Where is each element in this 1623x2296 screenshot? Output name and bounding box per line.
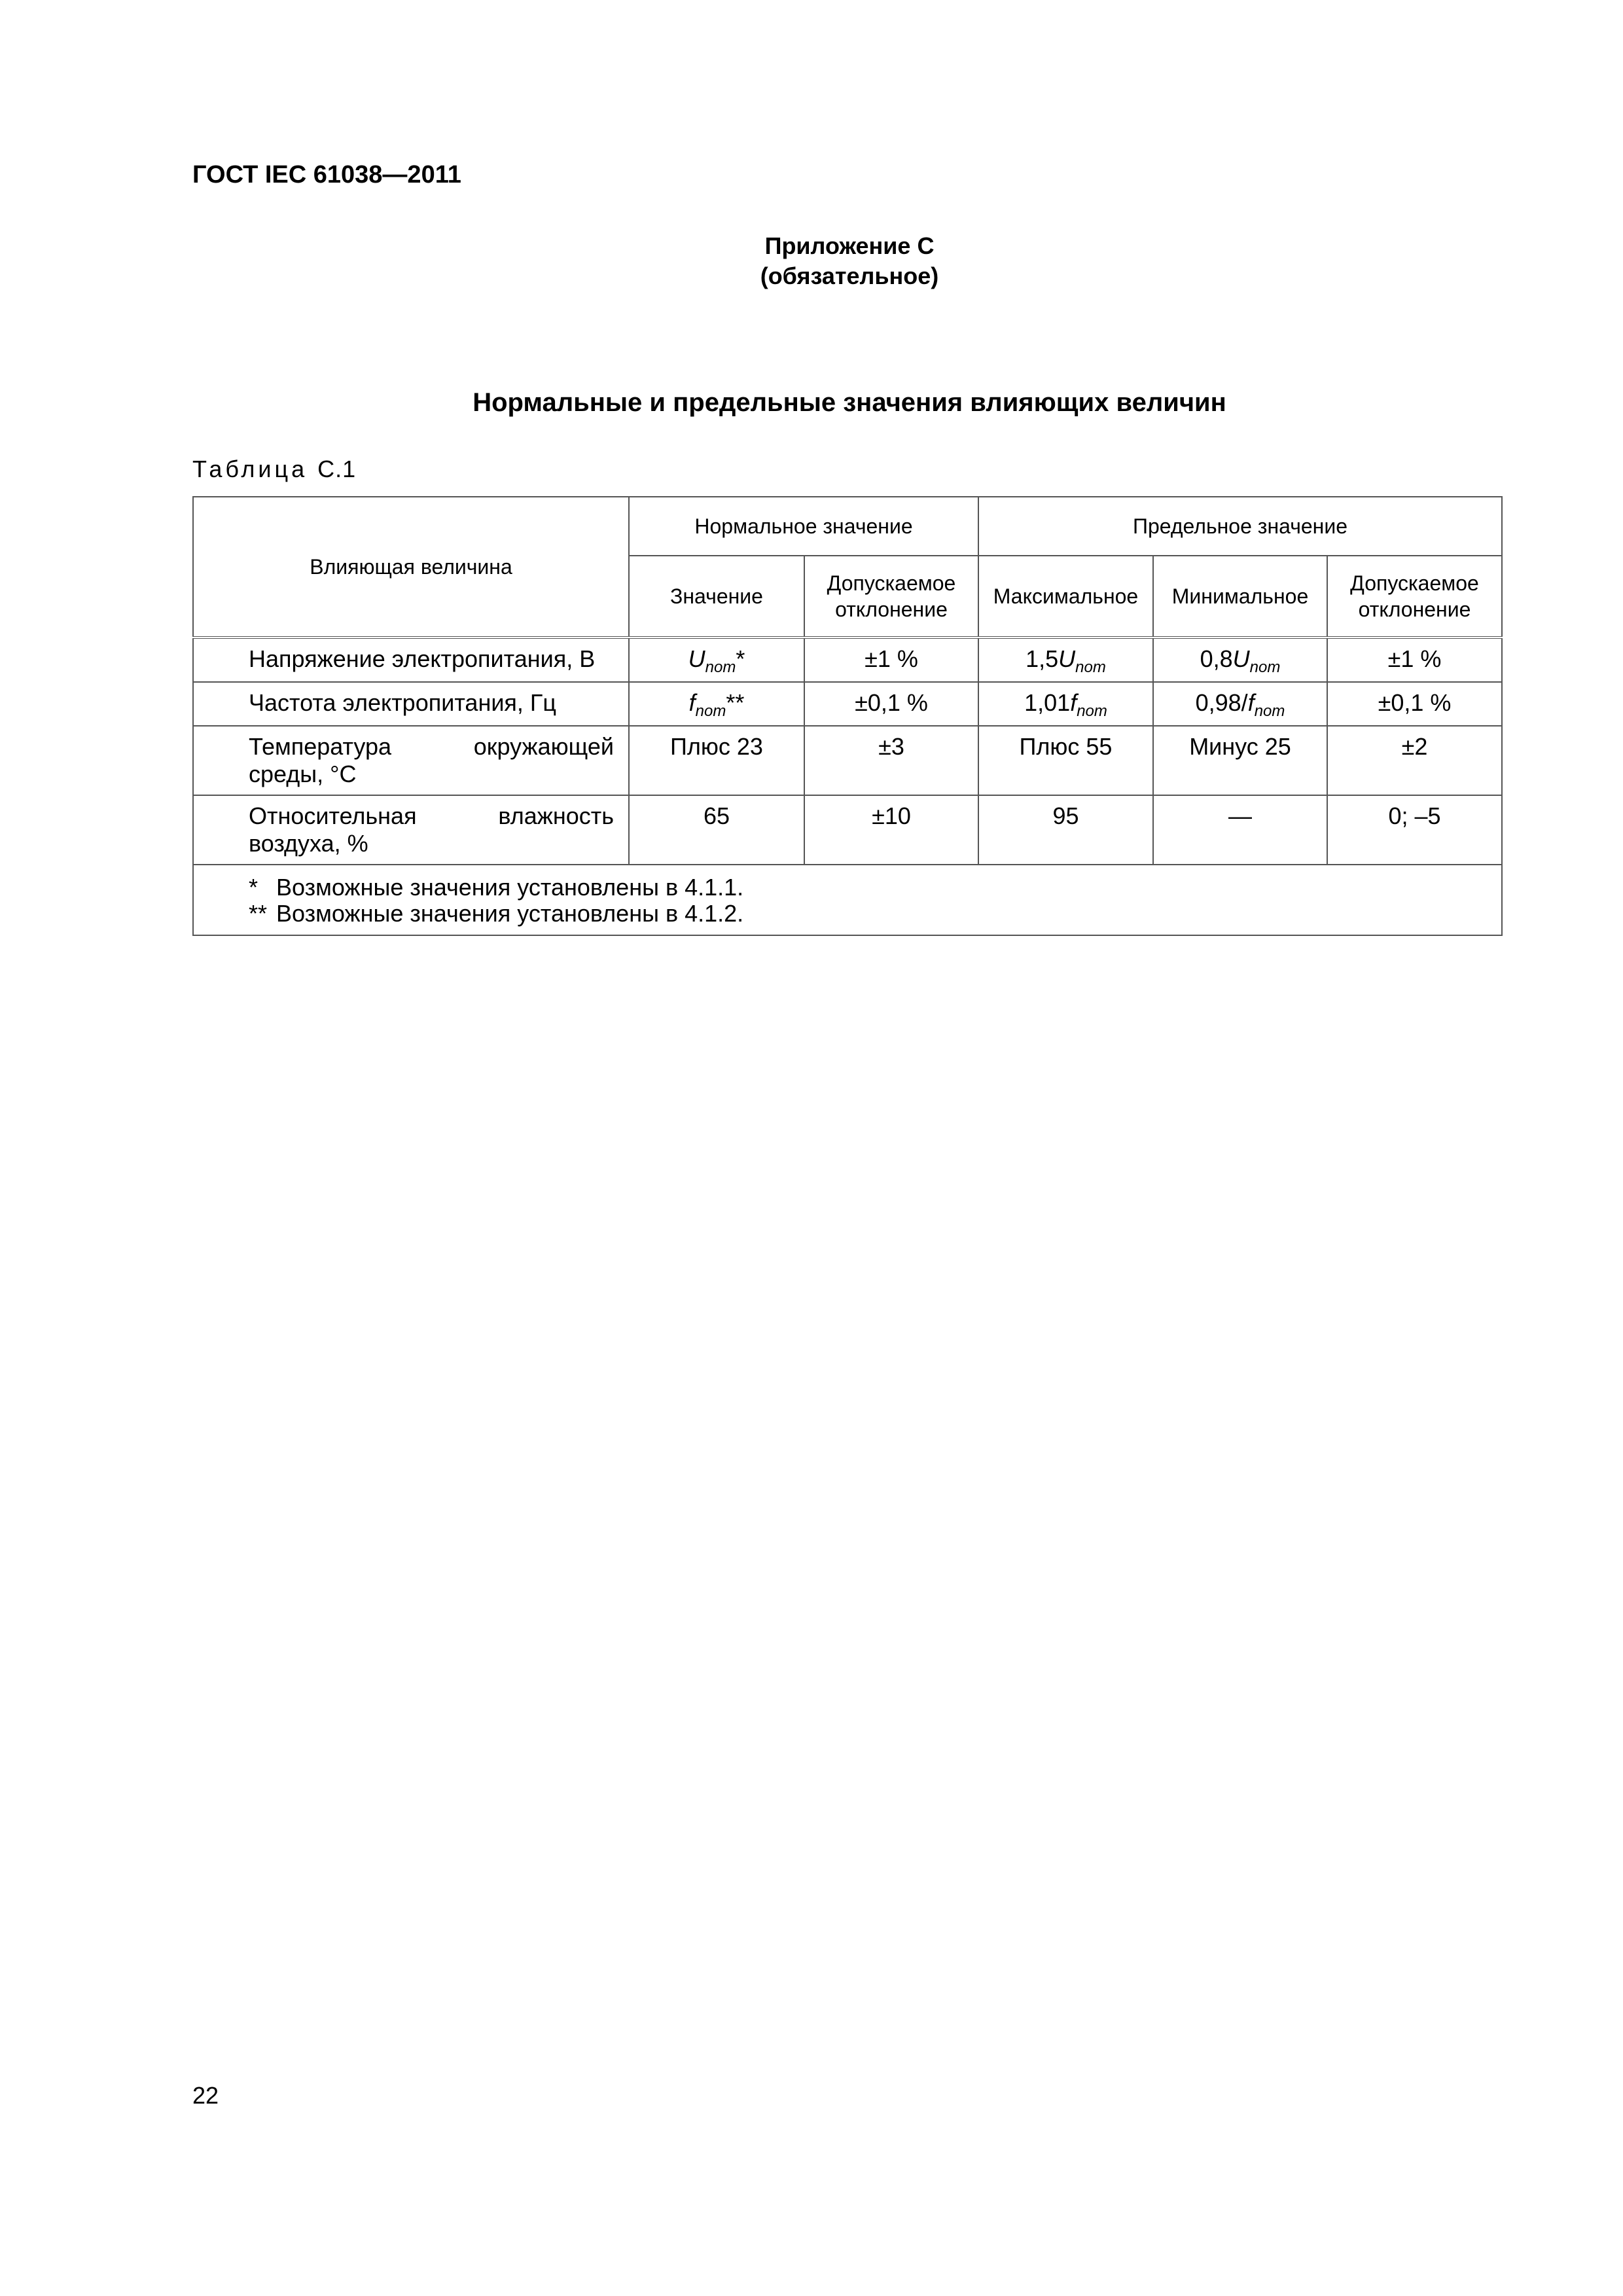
cell-limit-tolerance: ±0,1 % [1327, 682, 1502, 726]
header-minimum: Минимальное [1153, 556, 1327, 637]
cell-value: 65 [629, 795, 804, 865]
table-notes-row [193, 865, 1502, 935]
cell-limit-tolerance: ±1 % [1327, 637, 1502, 682]
header-influence: Влияющая величина [193, 497, 629, 637]
table-notes [193, 865, 1502, 935]
table-row [193, 795, 1502, 865]
cell-minimum: — [1153, 795, 1327, 865]
table-row [193, 637, 1502, 682]
cell-tolerance: ±0,1 % [804, 682, 978, 726]
table-row [193, 682, 1502, 726]
header-tolerance-limit: Допускаемое отклонение [1327, 556, 1502, 637]
header-normal-group: Нормальное значение [629, 497, 978, 556]
table-caption-number: С.1 [317, 456, 357, 482]
header-maximum: Максимальное [978, 556, 1153, 637]
page-number: 22 [192, 2082, 219, 2109]
cell-minimum: Минус 25 [1153, 726, 1327, 795]
section-title: Нормальные и предельные значения влияющих величин [473, 388, 1226, 417]
cell-maximum: $1,01f_{nom}$ [978, 682, 1153, 726]
table-header-row [193, 497, 1502, 556]
table-note: * Возможные значения установлены в 4.1.1. [249, 874, 744, 901]
cell-tolerance: ±1 % [804, 637, 978, 682]
appendix-title: Приложение С [764, 232, 935, 259]
cell-limit-tolerance: 0; –5 [1327, 795, 1502, 865]
cell-maximum: 95 [978, 795, 1153, 865]
cell-minimum: $0,98/f_{nom}$ [1153, 682, 1327, 726]
cell-value: $f_{nom}**$ [629, 682, 804, 726]
header-value: Значение [629, 556, 804, 637]
row-name: Относительная влажность воздуха, % [193, 795, 629, 865]
header-tolerance-normal: Допускаемое отклонение [804, 556, 978, 637]
table-row [193, 726, 1502, 795]
cell-minimum: $0,8U_{nom}$ [1153, 637, 1327, 682]
cell-tolerance: ±3 [804, 726, 978, 795]
document-code: ГОСТ IEC 61038—2011 [192, 161, 461, 188]
table-caption-label: Таблица [192, 456, 308, 482]
row-name: Частота электропитания, Гц [193, 682, 629, 726]
header-limit-group: Предельное значение [978, 497, 1502, 556]
appendix-status: (обязательное) [760, 262, 939, 289]
row-name: Напряжение электропитания, В [193, 637, 629, 682]
cell-maximum: $1,5U_{nom}$ [978, 637, 1153, 682]
table-note: ** Возможные значения установлены в 4.1.2. [249, 900, 744, 927]
row-name: Температура окружающей среды, °С [193, 726, 629, 795]
cell-limit-tolerance: ±2 [1327, 726, 1502, 795]
table-caption [192, 455, 356, 484]
cell-value: Плюс 23 [629, 726, 804, 795]
cell-value: $U_{nom}*$ [629, 637, 804, 682]
cell-maximum: Плюс 55 [978, 726, 1153, 795]
cell-tolerance: ±10 [804, 795, 978, 865]
influence-table [192, 496, 1503, 936]
